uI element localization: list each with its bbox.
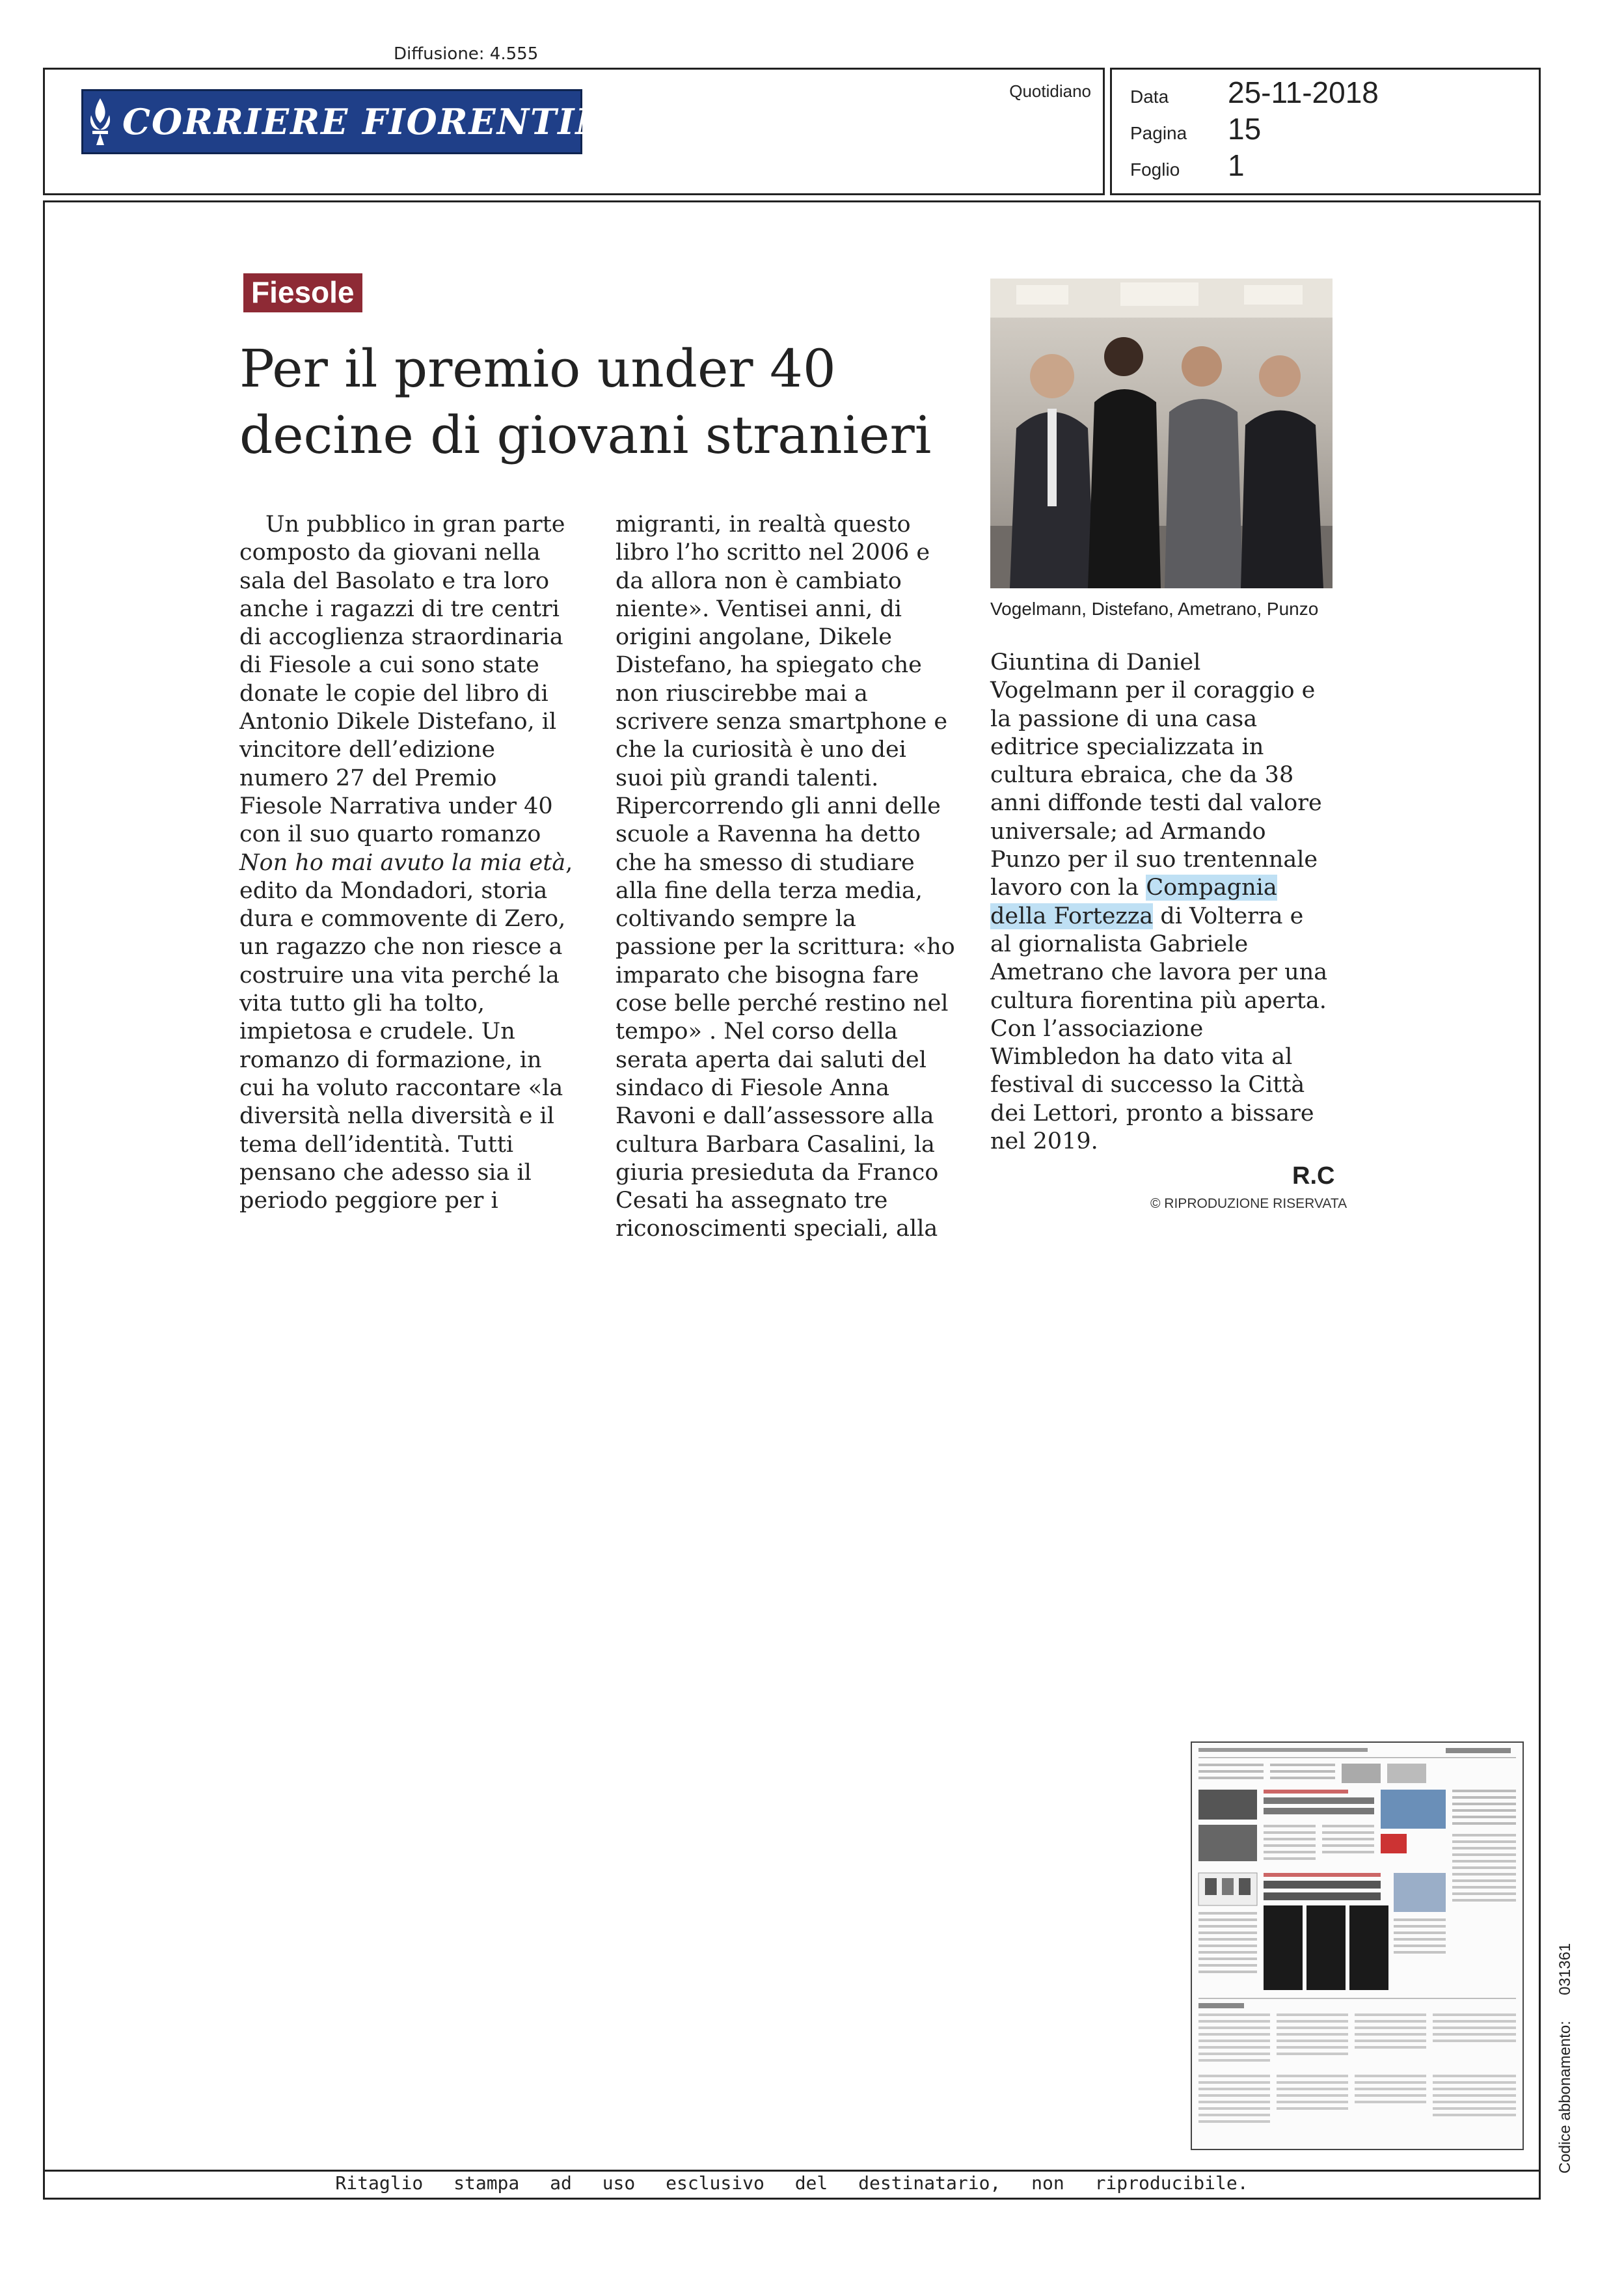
issue-meta-box bbox=[1110, 68, 1541, 195]
newspaper-logo bbox=[81, 89, 641, 154]
col2-text: migranti, in realtà questo libro l’ho scritto nel 2006 e da allora non è cambiato niente». Ventisei anni, di origini angolane, Dikele Distefano, ha spiegato che non riuscirebbe mai a scrivere senza smartphone e che la curiosità è uno dei suoi più grandi talenti. Ripercorrendo gli anni delle scuole a Ravenna ha detto che ha smesso di studiare alla fine della terza media, coltivando sempre la passione per la scrittura: «ho imparato che bisogna fare cose belle perché restino nel tempo» . Nel corso della serata aperta dai saluti del sindaco di Fiesole Anna Ravoni e dall’assessore alla cultura Barbara Casalini, la giuria presieduta da Franco Cesati ha assegnato tre riconoscimenti speciali, alla bbox=[616, 512, 955, 1242]
article-headline bbox=[239, 336, 975, 469]
meta-label: Data bbox=[1130, 87, 1169, 107]
page-thumbnail bbox=[1191, 1741, 1524, 2150]
photo-caption: Vogelmann, Distefano, Ametrano, Punzo bbox=[990, 599, 1319, 619]
meta-row-pagina bbox=[1130, 111, 1261, 146]
article-column-3 bbox=[990, 649, 1329, 1156]
subscription-code bbox=[1556, 1943, 1575, 2174]
meta-label: Foglio bbox=[1130, 159, 1180, 180]
article-photo bbox=[990, 279, 1333, 588]
meta-value-sheet: 1 bbox=[1228, 148, 1245, 182]
meta-row-data bbox=[1130, 75, 1379, 110]
meta-label: Pagina bbox=[1130, 123, 1187, 143]
subscription-code-value: 031361 bbox=[1556, 1943, 1574, 1995]
publication-type: Quotidiano bbox=[1009, 81, 1091, 101]
logo-text: CORRIERE FIORENTINO bbox=[122, 101, 641, 143]
meta-value-date: 25-11-2018 bbox=[1228, 75, 1379, 109]
headline-line-2: decine di giovani stranieri bbox=[239, 405, 932, 465]
col3-text-b: di Volterra e al giornalista Gabriele Ametrano che lavora per una cultura fiorentina più aperta. Con l’associazione Wimbledon ha dato vita al festival di successo la Città dei Lettori, pronto a bissare nel 2019. bbox=[990, 903, 1328, 1155]
subscription-code-label: Codice abbonamento: bbox=[1556, 2021, 1574, 2174]
highlighted-text: Compagnia della Fortezza bbox=[990, 875, 1277, 929]
diffusione-label: Diffusione: 4.555 bbox=[394, 44, 539, 64]
meta-row-foglio bbox=[1130, 148, 1245, 183]
article-column-2 bbox=[616, 511, 960, 1244]
section-kicker: Fiesole bbox=[243, 273, 362, 312]
col1-text-b: , edito da Mondadori, storia dura e commovente di Zero, un ragazzo che non riesce a costruire una vita perché la vita tutto gli ha tolto, impietosa e crudele. Un romanzo di formazione, in cui ha voluto raccontare «la diversità nella diversità e il tema dell’identità. Tutti pensano che adesso sia il periodo peggiore per i bbox=[239, 849, 573, 1214]
florence-lily-icon bbox=[87, 94, 113, 150]
footer-notice: Ritaglio stampa ad uso esclusivo del destinatario, non riproducibile. bbox=[335, 2172, 1249, 2194]
article-column-1 bbox=[239, 511, 578, 1215]
headline-line-1: Per il premio under 40 bbox=[239, 338, 836, 399]
author-signature: R.C bbox=[1292, 1162, 1335, 1190]
col1-text-a: Un pubblico in gran parte composto da giovani nella sala del Basolato e tra loro anche i ragazzi di tre centri di accoglienza straordinaria di Fiesole a cui sono state donate le copie del libro di Antonio Dikele Distefano, il vincitore dell’edizione numero 27 del Premio Fiesole Narrativa under 40 con il suo quarto romanzo bbox=[239, 512, 565, 848]
book-title: Non ho mai avuto la mia età bbox=[239, 849, 566, 876]
masthead-box bbox=[43, 68, 1105, 195]
col3-text-a: Giuntina di Daniel Vogelmann per il coraggio e la passione di una casa editrice specializzata in cultura ebraica, che da 38 anni diffonde testi dal valore universale; ad Armando Punzo per il suo trentennale lavoro con la bbox=[990, 649, 1322, 901]
copyright-notice: © RIPRODUZIONE RISERVATA bbox=[1150, 1196, 1347, 1211]
footer-divider bbox=[43, 2170, 1541, 2172]
meta-value-page: 15 bbox=[1228, 112, 1262, 146]
